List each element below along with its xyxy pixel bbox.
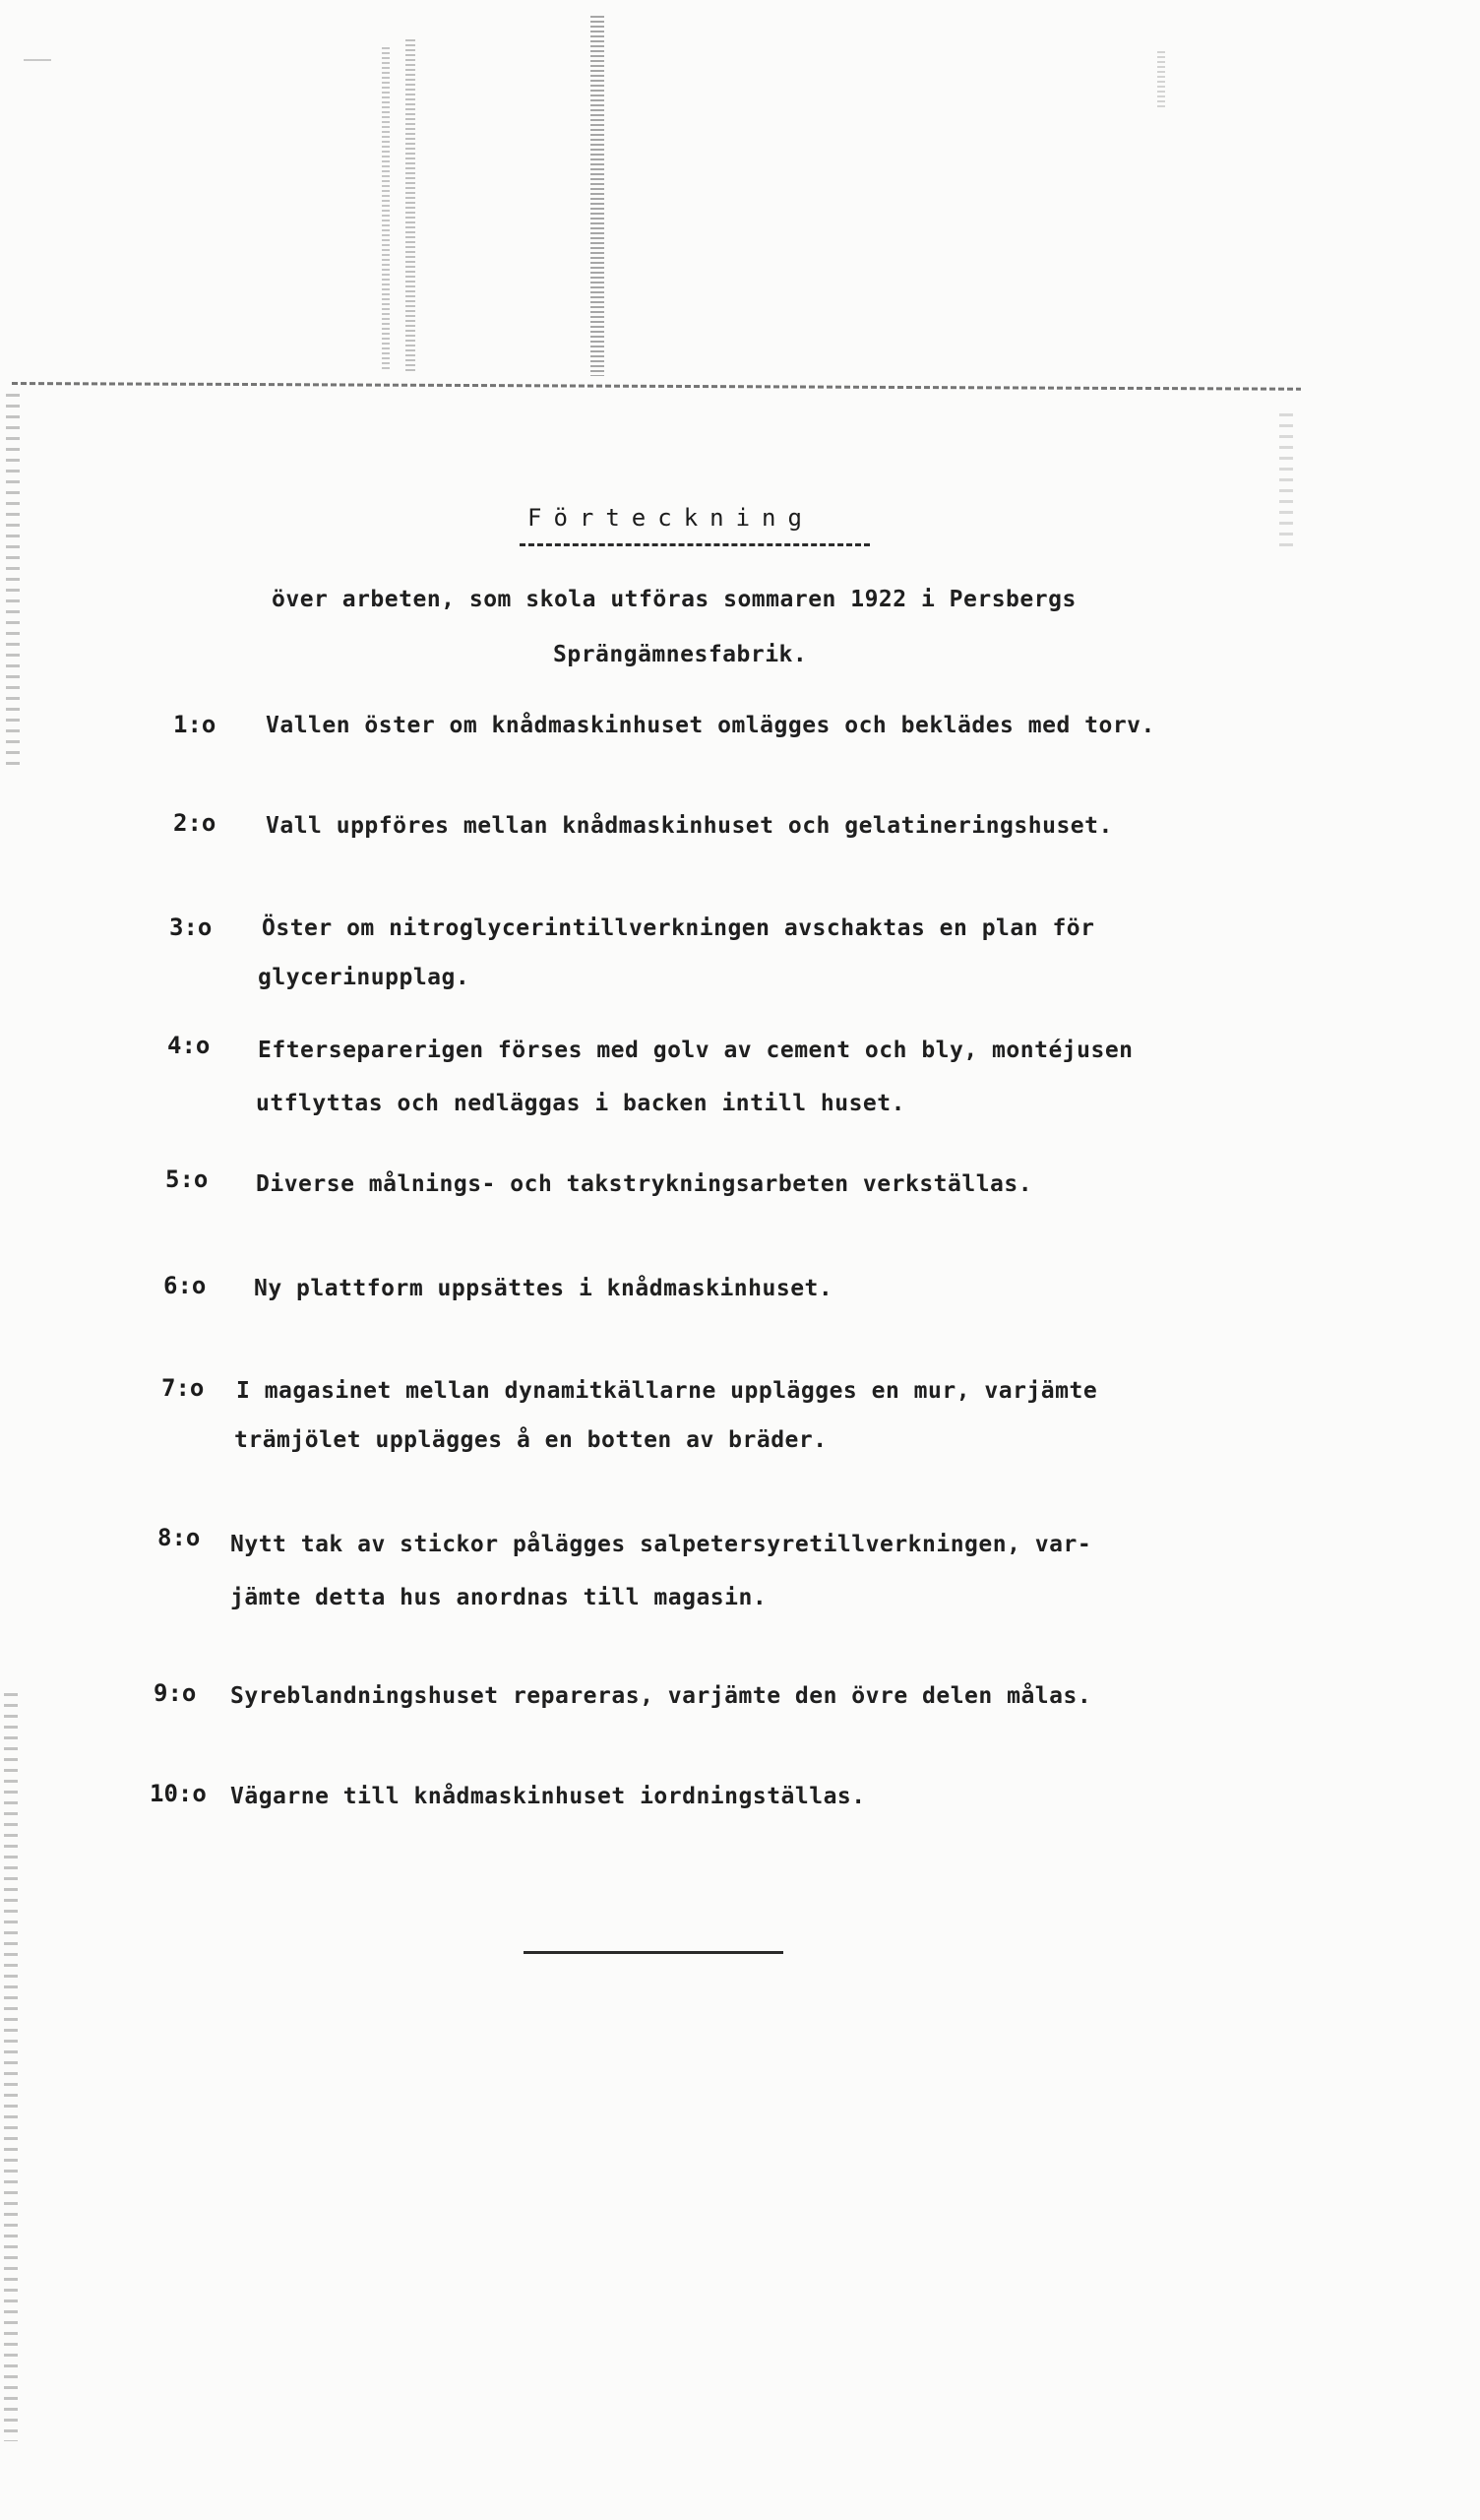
scan-artifact xyxy=(24,59,51,63)
item-number: 5:o xyxy=(165,1166,209,1193)
scan-artifact xyxy=(1157,51,1165,110)
scan-artifact xyxy=(382,47,390,372)
item-number: 4:o xyxy=(167,1032,211,1059)
item-text-line: Diverse målnings- och takstrykningsarbeten verkställas. xyxy=(256,1171,1033,1197)
fold-line xyxy=(12,382,1301,391)
item-number: 6:o xyxy=(163,1272,207,1299)
item-text-line: Vallen öster om knådmaskinhuset omlägges och beklädes med torv. xyxy=(266,713,1155,738)
item-text-line: Vägarne till knådmaskinhuset iordningställas. xyxy=(230,1784,866,1809)
subtitle-line-1: över arbeten, som skola utföras sommaren 1922 i Persbergs xyxy=(272,587,1077,612)
item-number: 3:o xyxy=(169,914,213,941)
item-text-line: glycerinupplag. xyxy=(258,965,470,990)
item-text-line: Nytt tak av stickor pålägges salpetersyretillverkningen, var- xyxy=(230,1532,1092,1557)
title-underline xyxy=(520,543,870,546)
end-rule xyxy=(524,1951,783,1954)
item-text-line: Öster om nitroglycerintillverkningen avschaktas en plan för xyxy=(262,915,1095,941)
item-number: 7:o xyxy=(161,1374,205,1402)
item-text-line: utflyttas och nedläggas i backen intill huset. xyxy=(256,1091,905,1116)
edge-noise xyxy=(4,1693,18,2441)
item-text-line: Ny plattform uppsättes i knådmaskinhuset. xyxy=(254,1276,833,1301)
item-text-line: Vall uppföres mellan knådmaskinhuset och gelatineringshuset. xyxy=(266,813,1113,839)
item-number: 2:o xyxy=(173,809,216,837)
item-number: 1:o xyxy=(173,711,216,738)
item-number: 8:o xyxy=(157,1524,201,1551)
item-text-line: I magasinet mellan dynamitkällarne upplägges en mur, varjämte xyxy=(236,1378,1098,1404)
page-title: Förteckning xyxy=(527,504,814,532)
edge-noise xyxy=(1279,413,1293,551)
item-text-line: jämte detta hus anordnas till magasin. xyxy=(230,1585,768,1610)
item-text-line: trämjölet upplägges å en botten av bräder. xyxy=(234,1427,828,1453)
edge-noise xyxy=(6,394,20,768)
item-number: 9:o xyxy=(154,1679,197,1707)
item-number: 10:o xyxy=(150,1780,207,1807)
scan-artifact xyxy=(590,16,604,376)
subtitle-line-2: Sprängämnesfabrik. xyxy=(553,642,808,667)
scan-artifact xyxy=(405,39,415,374)
item-text-line: Syreblandningshuset repareras, varjämte den övre delen målas. xyxy=(230,1683,1092,1709)
item-text-line: Efterseparerigen förses med golv av cement och bly, montéjusen xyxy=(258,1038,1134,1063)
